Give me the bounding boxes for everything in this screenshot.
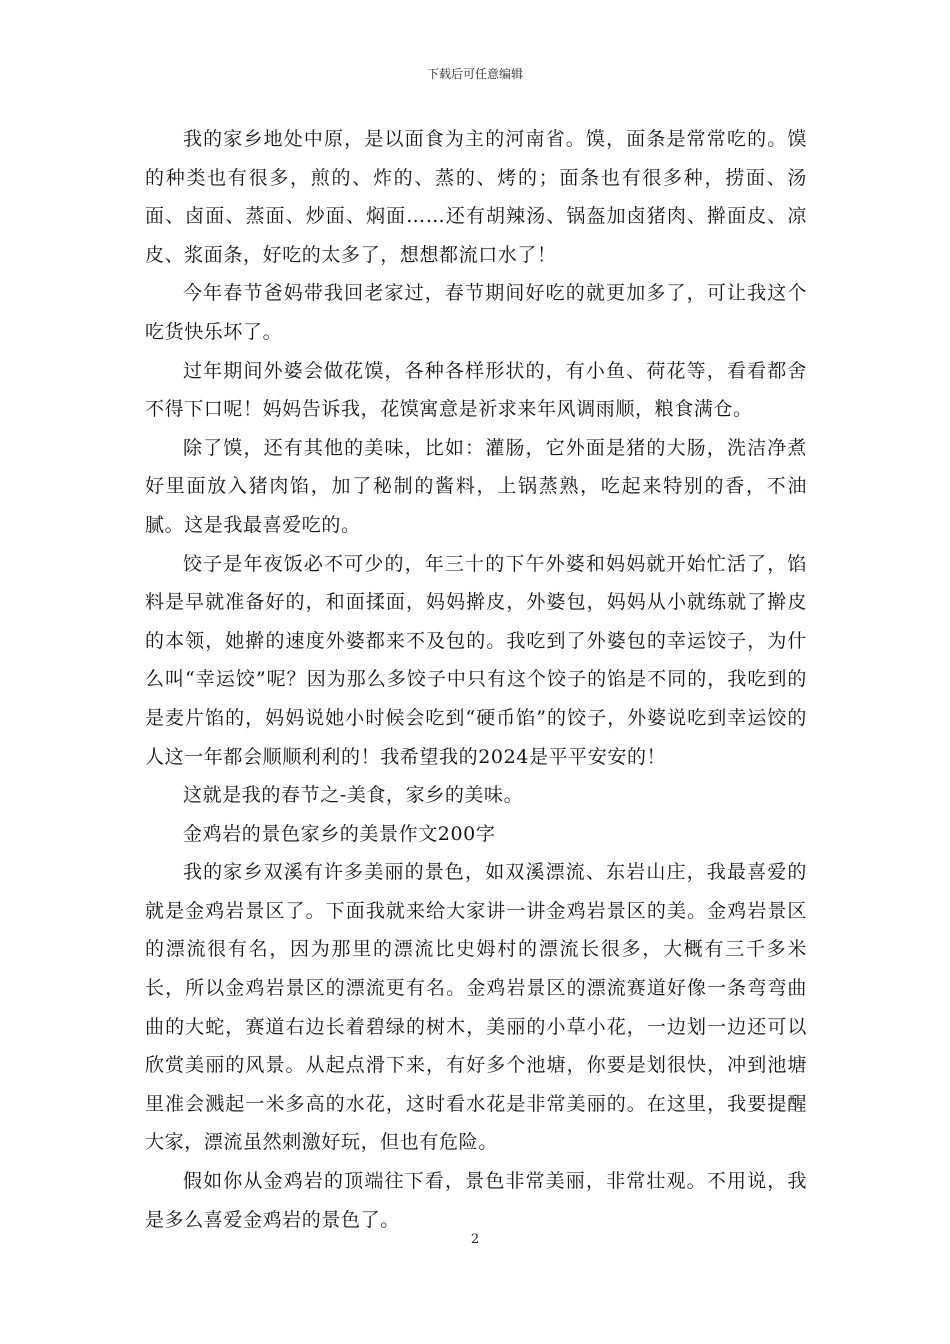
paragraph-rafting: 我的家乡双溪有许多美丽的景色，如双溪漂流、东岩山庄，我最喜爱的就是金鸡岩景区了。下面我就来给大家讲一讲金鸡岩景区的美。金鸡岩景区的漂流很有名，因为那里的漂流比史姆村的漂流长很多，大概有三千多米长，所以金鸡岩景区的漂流更有名。金鸡岩景区的漂流赛道好像一条弯弯曲曲的大蛇，赛道右边长着碧绿的树木，美丽的小草小花，一边划一边还可以欣赏美丽的风景。从起点滑下来，有好多个池塘，你要是划很快，冲到池塘里准会溅起一米多高的水花，这时看水花是非常美丽的。在这里，我要提醒大家，漂流虽然刺激好玩，但也有危险。 bbox=[145, 861, 807, 1154]
essay-title: 金鸡岩的景色家乡的美景作文200字 bbox=[183, 822, 496, 845]
paragraph-dumplings: 饺子是年夜饭必不可少的，年三十的下午外婆和妈妈就开始忙活了，馅料是早就准备好的，和面揉面，妈妈擀皮，外婆包，妈妈从小就练就了擀皮的本领，她擀的速度外婆都来不及包的。我吃到了外婆包的幸运饺子，为什么叫“幸运饺”呢？因为那么多饺子中只有这个饺子的馅是不同的，我吃到的是麦片馅的，妈妈说她小时候会吃到“硬币馅”的饺子，外婆说吃到幸运饺的人这一年都会顺顺利利的！我希望我的2024是平平安安的！ bbox=[145, 552, 807, 768]
paragraph-summary: 这就是我的春节之-美食，家乡的美味。 bbox=[183, 784, 524, 807]
paragraph-view: 假如你从金鸡岩的顶端往下看，景色非常美丽，非常壮观。不用说，我是多么喜爱金鸡岩的景色了。 bbox=[145, 1170, 807, 1231]
header-note: 下载后可任意编辑 bbox=[426, 67, 523, 81]
paragraph-flower-bun: 过年期间外婆会做花馍，各种各样形状的，有小鱼、荷花等，看看都舍不得下口呢！妈妈告诉我，花馍寓意是祈求来年风调雨顺，粮食满仓。 bbox=[145, 359, 807, 421]
document-body bbox=[145, 120, 807, 1239]
paragraph-sausage: 除了馍，还有其他的美味，比如：灌肠，它外面是猪的大肠，洗洁净煮好里面放入猪肉馅，加了秘制的酱料，上锅蒸熟，吃起来特别的香，不油腻。这是我最喜爱吃的。 bbox=[145, 436, 807, 536]
paragraph-spring-festival: 今年春节爸妈带我回老家过，春节期间好吃的就更加多了，可让我这个吃货快乐坏了。 bbox=[145, 282, 807, 343]
paragraph-henan-food: 我的家乡地处中原，是以面食为主的河南省。馍，面条是常常吃的。馍的种类也有很多，煎的、炸的、蒸的、烤的；面条也有很多种，捞面、汤面、卤面、蒸面、炒面、焖面……还有胡辣汤、锅盔加卤猪肉、擀面皮、凉皮、浆面条，好吃的太多了，想想都流口水了！ bbox=[145, 128, 807, 266]
page-number: 2 bbox=[470, 1232, 480, 1247]
